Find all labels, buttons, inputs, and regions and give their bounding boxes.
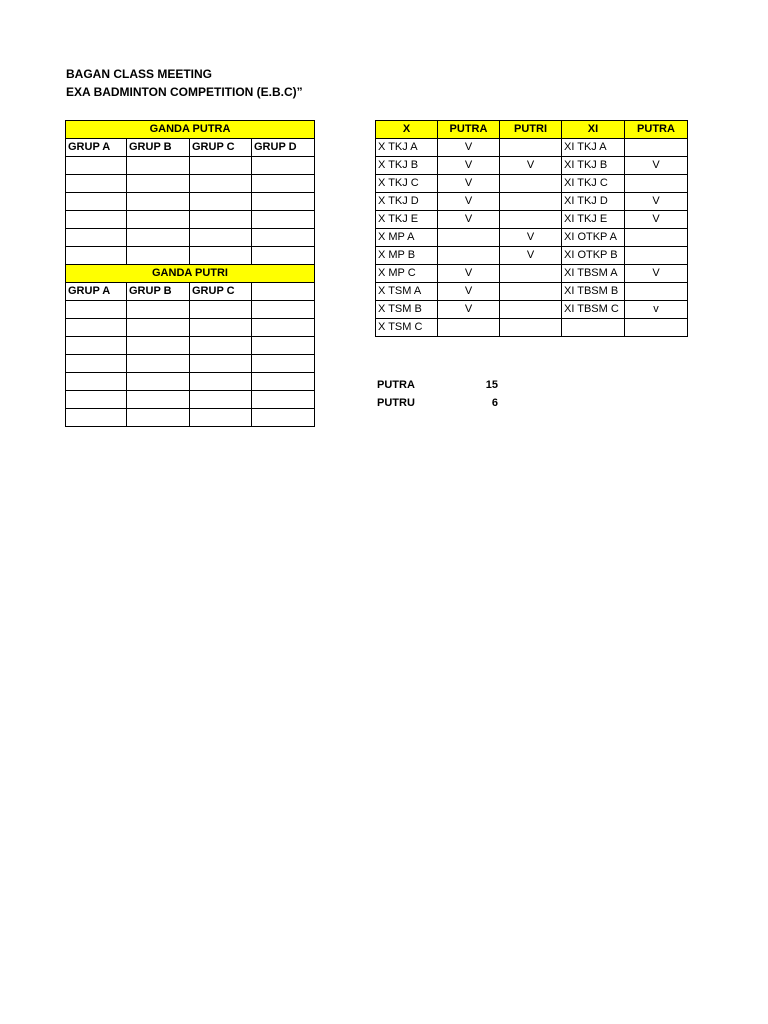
putra-x-cell[interactable]: V bbox=[438, 301, 500, 319]
empty-cell[interactable] bbox=[66, 211, 127, 229]
putri-x-cell[interactable] bbox=[500, 283, 562, 301]
class-xi-cell[interactable]: XI OTKP B bbox=[562, 247, 625, 265]
class-table-header-row bbox=[376, 121, 688, 139]
group-bracket-table bbox=[65, 120, 315, 427]
class-x-cell[interactable]: X TSM A bbox=[376, 283, 438, 301]
class-xi-cell[interactable]: XI TBSM A bbox=[562, 265, 625, 283]
table-row bbox=[376, 157, 688, 175]
table-row bbox=[66, 175, 315, 193]
putri-x-cell[interactable] bbox=[500, 265, 562, 283]
putra-xi-cell[interactable] bbox=[625, 283, 688, 301]
putra-x-cell[interactable] bbox=[438, 319, 500, 337]
empty-cell[interactable] bbox=[66, 157, 127, 175]
class-xi-cell[interactable]: XI TKJ E bbox=[562, 211, 625, 229]
class-x-cell[interactable]: X TSM B bbox=[376, 301, 438, 319]
header-xi: XI bbox=[562, 121, 625, 139]
empty-cell[interactable] bbox=[127, 409, 190, 427]
putra-xi-cell[interactable]: V bbox=[625, 265, 688, 283]
putri-x-cell[interactable]: V bbox=[500, 157, 562, 175]
putri-x-cell[interactable]: V bbox=[500, 229, 562, 247]
empty-cell[interactable] bbox=[252, 211, 315, 229]
empty-cell[interactable] bbox=[190, 157, 252, 175]
putra-x-cell[interactable]: V bbox=[438, 265, 500, 283]
summary-label: PUTRU bbox=[377, 397, 415, 409]
empty-cell[interactable] bbox=[127, 355, 190, 373]
putri-x-cell[interactable] bbox=[500, 211, 562, 229]
ganda-putra-header-row bbox=[66, 121, 315, 139]
putra-x-cell[interactable]: V bbox=[438, 283, 500, 301]
putri-x-cell[interactable] bbox=[500, 319, 562, 337]
table-row bbox=[66, 157, 315, 175]
ganda-putri-header-row bbox=[66, 265, 315, 283]
table-row bbox=[376, 247, 688, 265]
table-row bbox=[66, 409, 315, 427]
ganda-putra-groups-row bbox=[66, 139, 315, 157]
header-putra-xi: PUTRA bbox=[625, 121, 688, 139]
empty-cell[interactable] bbox=[252, 157, 315, 175]
empty-cell[interactable] bbox=[66, 373, 127, 391]
table-row bbox=[376, 265, 688, 283]
table-row bbox=[66, 373, 315, 391]
empty-cell[interactable] bbox=[127, 301, 190, 319]
empty-cell[interactable] bbox=[252, 193, 315, 211]
empty-cell[interactable] bbox=[66, 337, 127, 355]
empty-cell[interactable] bbox=[190, 193, 252, 211]
class-x-cell[interactable]: X TKJ C bbox=[376, 175, 438, 193]
putra-x-cell[interactable] bbox=[438, 247, 500, 265]
empty-cell[interactable] bbox=[127, 175, 190, 193]
empty-cell[interactable] bbox=[252, 175, 315, 193]
empty-cell[interactable] bbox=[190, 211, 252, 229]
empty-cell[interactable] bbox=[127, 211, 190, 229]
ganda-putri-header: GANDA PUTRI bbox=[66, 265, 315, 283]
ganda-putra-group-d: GRUP D bbox=[252, 139, 315, 157]
table-row bbox=[376, 211, 688, 229]
putra-xi-cell[interactable] bbox=[625, 247, 688, 265]
empty-cell[interactable] bbox=[127, 157, 190, 175]
class-x-cell[interactable]: X TKJ B bbox=[376, 157, 438, 175]
class-x-cell[interactable]: X TKJ A bbox=[376, 139, 438, 157]
putri-x-cell[interactable] bbox=[500, 301, 562, 319]
empty-cell[interactable] bbox=[127, 373, 190, 391]
summary-label: PUTRA bbox=[377, 379, 415, 391]
empty-cell[interactable] bbox=[190, 409, 252, 427]
putra-x-cell[interactable]: V bbox=[438, 211, 500, 229]
class-x-cell[interactable]: X MP A bbox=[376, 229, 438, 247]
table-row bbox=[66, 355, 315, 373]
empty-cell[interactable] bbox=[66, 409, 127, 427]
empty-cell[interactable] bbox=[190, 373, 252, 391]
class-xi-cell[interactable]: XI TBSM C bbox=[562, 301, 625, 319]
empty-cell[interactable] bbox=[190, 319, 252, 337]
ganda-putri-group-c: GRUP C bbox=[190, 283, 252, 301]
empty-cell[interactable] bbox=[127, 391, 190, 409]
table-row bbox=[66, 319, 315, 337]
putri-x-cell[interactable] bbox=[500, 139, 562, 157]
class-table-body bbox=[376, 139, 688, 337]
ganda-putri-group-d bbox=[252, 283, 315, 301]
header-x: X bbox=[376, 121, 438, 139]
ganda-putra-header: GANDA PUTRA bbox=[66, 121, 315, 139]
class-xi-cell[interactable]: XI TBSM B bbox=[562, 283, 625, 301]
summary-row-putru bbox=[377, 396, 498, 410]
putra-x-cell[interactable] bbox=[438, 229, 500, 247]
class-x-cell[interactable]: X MP C bbox=[376, 265, 438, 283]
title-line-1: BAGAN CLASS MEETING bbox=[66, 67, 213, 81]
table-row bbox=[66, 193, 315, 211]
ganda-putri-group-a: GRUP A bbox=[66, 283, 127, 301]
table-row bbox=[66, 337, 315, 355]
header-putri-x: PUTRI bbox=[500, 121, 562, 139]
empty-cell[interactable] bbox=[252, 247, 315, 265]
table-row bbox=[66, 247, 315, 265]
empty-cell[interactable] bbox=[66, 391, 127, 409]
table-row bbox=[376, 175, 688, 193]
table-row bbox=[66, 391, 315, 409]
class-xi-cell[interactable]: XI TKJ D bbox=[562, 193, 625, 211]
empty-cell[interactable] bbox=[252, 409, 315, 427]
ganda-putra-group-b: GRUP B bbox=[127, 139, 190, 157]
empty-cell[interactable] bbox=[66, 319, 127, 337]
putra-x-cell[interactable]: V bbox=[438, 139, 500, 157]
header-putra-x: PUTRA bbox=[438, 121, 500, 139]
putra-x-cell[interactable]: V bbox=[438, 193, 500, 211]
putra-xi-cell[interactable] bbox=[625, 229, 688, 247]
putra-xi-cell[interactable] bbox=[625, 139, 688, 157]
class-xi-cell[interactable]: XI TKJ A bbox=[562, 139, 625, 157]
table-row bbox=[376, 229, 688, 247]
empty-cell[interactable] bbox=[190, 229, 252, 247]
table-row bbox=[66, 301, 315, 319]
putra-x-cell[interactable]: V bbox=[438, 157, 500, 175]
table-row bbox=[376, 319, 688, 337]
class-x-cell[interactable]: X TSM C bbox=[376, 319, 438, 337]
empty-cell[interactable] bbox=[190, 175, 252, 193]
empty-cell[interactable] bbox=[66, 301, 127, 319]
class-x-cell[interactable]: X TKJ E bbox=[376, 211, 438, 229]
empty-cell[interactable] bbox=[127, 337, 190, 355]
empty-cell[interactable] bbox=[66, 355, 127, 373]
ganda-putra-group-c: GRUP C bbox=[190, 139, 252, 157]
class-participation-table bbox=[375, 120, 688, 337]
ganda-putri-group-b: GRUP B bbox=[127, 283, 190, 301]
putra-x-cell[interactable]: V bbox=[438, 175, 500, 193]
empty-cell[interactable] bbox=[127, 193, 190, 211]
summary-value: 6 bbox=[491, 397, 498, 409]
table-row bbox=[66, 229, 315, 247]
putra-xi-cell[interactable]: V bbox=[625, 211, 688, 229]
empty-cell[interactable] bbox=[252, 337, 315, 355]
empty-cell[interactable] bbox=[127, 247, 190, 265]
empty-cell[interactable] bbox=[252, 391, 315, 409]
empty-cell[interactable] bbox=[190, 337, 252, 355]
table-row bbox=[66, 211, 315, 229]
table-row bbox=[376, 139, 688, 157]
class-xi-cell[interactable] bbox=[562, 319, 625, 337]
putra-xi-cell[interactable] bbox=[625, 175, 688, 193]
ganda-putri-groups-row bbox=[66, 283, 315, 301]
class-x-cell[interactable]: X MP B bbox=[376, 247, 438, 265]
table-row bbox=[376, 301, 688, 319]
empty-cell[interactable] bbox=[252, 373, 315, 391]
class-xi-cell[interactable]: XI TKJ B bbox=[562, 157, 625, 175]
empty-cell[interactable] bbox=[66, 247, 127, 265]
summary-row-putra bbox=[377, 378, 498, 392]
empty-cell[interactable] bbox=[66, 193, 127, 211]
empty-cell[interactable] bbox=[66, 229, 127, 247]
empty-cell[interactable] bbox=[252, 229, 315, 247]
putra-xi-cell[interactable]: V bbox=[625, 157, 688, 175]
table-row bbox=[376, 193, 688, 211]
putra-xi-cell[interactable] bbox=[625, 319, 688, 337]
empty-cell[interactable] bbox=[190, 391, 252, 409]
putra-xi-cell[interactable]: v bbox=[625, 301, 688, 319]
empty-cell[interactable] bbox=[127, 319, 190, 337]
class-xi-cell[interactable]: XI OTKP A bbox=[562, 229, 625, 247]
table-row bbox=[376, 283, 688, 301]
empty-cell[interactable] bbox=[252, 301, 315, 319]
summary-block bbox=[377, 378, 498, 414]
summary-value: 15 bbox=[485, 379, 498, 391]
empty-cell[interactable] bbox=[252, 355, 315, 373]
ganda-putra-group-a: GRUP A bbox=[66, 139, 127, 157]
class-x-cell[interactable]: X TKJ D bbox=[376, 193, 438, 211]
empty-cell[interactable] bbox=[127, 229, 190, 247]
putri-x-cell[interactable] bbox=[500, 193, 562, 211]
empty-cell[interactable] bbox=[66, 175, 127, 193]
empty-cell[interactable] bbox=[190, 247, 252, 265]
empty-cell[interactable] bbox=[190, 355, 252, 373]
title-line-2: EXA BADMINTON COMPETITION (E.B.C)” bbox=[66, 85, 303, 99]
putri-x-cell[interactable]: V bbox=[500, 247, 562, 265]
class-xi-cell[interactable]: XI TKJ C bbox=[562, 175, 625, 193]
putri-x-cell[interactable] bbox=[500, 175, 562, 193]
putra-xi-cell[interactable]: V bbox=[625, 193, 688, 211]
empty-cell[interactable] bbox=[252, 319, 315, 337]
empty-cell[interactable] bbox=[190, 301, 252, 319]
